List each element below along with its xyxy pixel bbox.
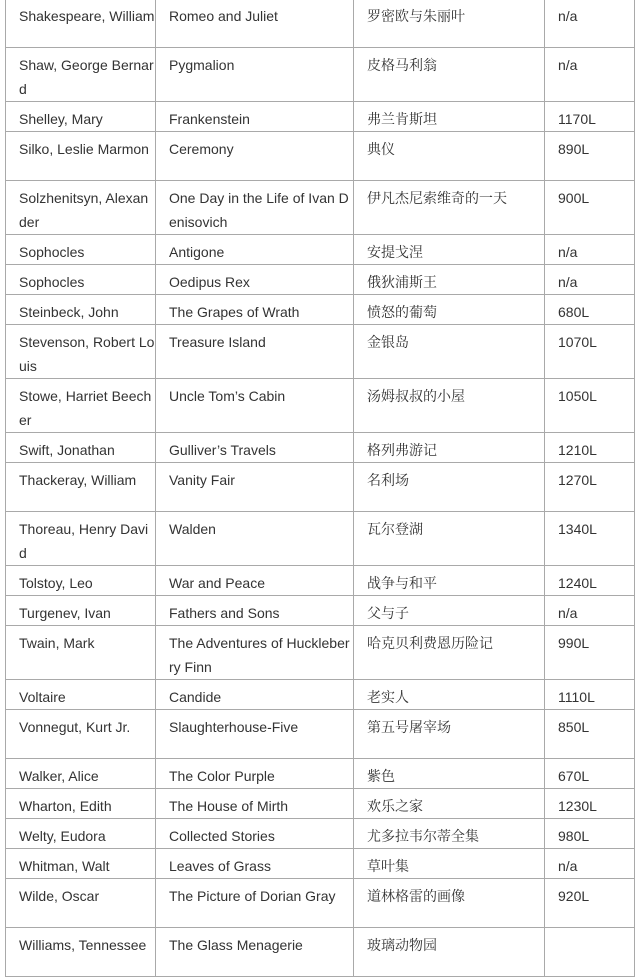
lexile-cell: 1230L <box>545 789 635 819</box>
chinese-title-cell: 战争与和平 <box>354 566 545 596</box>
chinese-title-cell: 草叶集 <box>354 849 545 879</box>
chinese-title-cell: 金银岛 <box>354 325 545 379</box>
lexile-cell: 1170L <box>545 102 635 132</box>
title-cell: Frankenstein <box>156 102 354 132</box>
title-cell: Oedipus Rex <box>156 265 354 295</box>
author-cell: Wharton, Edith <box>6 789 156 819</box>
chinese-title-cell: 典仪 <box>354 132 545 181</box>
author-cell: Shelley, Mary <box>6 102 156 132</box>
chinese-title-cell: 罗密欧与朱丽叶 <box>354 0 545 48</box>
author-cell: Sophocles <box>6 265 156 295</box>
table-row <box>6 48 635 102</box>
title-cell: The Adventures of Huckleberry Finn <box>156 626 354 680</box>
author-cell: Silko, Leslie Marmon <box>6 132 156 181</box>
chinese-title-cell: 尤多拉韦尔蒂全集 <box>354 819 545 849</box>
author-cell: Thoreau, Henry David <box>6 512 156 566</box>
table-row <box>6 265 635 295</box>
table-row <box>6 680 635 710</box>
author-cell: Walker, Alice <box>6 759 156 789</box>
table-row <box>6 181 635 235</box>
lexile-cell: 980L <box>545 819 635 849</box>
title-cell: Treasure Island <box>156 325 354 379</box>
chinese-title-cell: 安提戈涅 <box>354 235 545 265</box>
table-row <box>6 235 635 265</box>
chinese-title-cell: 汤姆叔叔的小屋 <box>354 379 545 433</box>
table-row <box>6 819 635 849</box>
lexile-cell: 1270L <box>545 463 635 512</box>
lexile-cell: 670L <box>545 759 635 789</box>
author-cell: Solzhenitsyn, Alexander <box>6 181 156 235</box>
chinese-title-cell: 名利场 <box>354 463 545 512</box>
title-cell: War and Peace <box>156 566 354 596</box>
lexile-cell: n/a <box>545 596 635 626</box>
title-cell: Vanity Fair <box>156 463 354 512</box>
table-row <box>6 102 635 132</box>
table-row <box>6 596 635 626</box>
lexile-cell: n/a <box>545 235 635 265</box>
chinese-title-cell: 皮格马利翁 <box>354 48 545 102</box>
title-cell: The House of Mirth <box>156 789 354 819</box>
table-row <box>6 463 635 512</box>
table-row <box>6 928 635 977</box>
table-row <box>6 626 635 680</box>
author-cell: Sophocles <box>6 235 156 265</box>
lexile-cell: 850L <box>545 710 635 759</box>
chinese-title-cell: 第五号屠宰场 <box>354 710 545 759</box>
title-cell: Walden <box>156 512 354 566</box>
chinese-title-cell: 道林格雷的画像 <box>354 879 545 928</box>
title-cell: Antigone <box>156 235 354 265</box>
author-cell: Swift, Jonathan <box>6 433 156 463</box>
title-cell: The Color Purple <box>156 759 354 789</box>
lexile-cell: n/a <box>545 265 635 295</box>
table-row <box>6 433 635 463</box>
chinese-title-cell: 瓦尔登湖 <box>354 512 545 566</box>
table-row <box>6 132 635 181</box>
table-row <box>6 325 635 379</box>
chinese-title-cell: 俄狄浦斯王 <box>354 265 545 295</box>
author-cell: Vonnegut, Kurt Jr. <box>6 710 156 759</box>
title-cell: Ceremony <box>156 132 354 181</box>
title-cell: Pygmalion <box>156 48 354 102</box>
title-cell: Romeo and Juliet <box>156 0 354 48</box>
lexile-cell <box>545 928 635 977</box>
author-cell: Stowe, Harriet Beecher <box>6 379 156 433</box>
table-row <box>6 566 635 596</box>
table-row <box>6 512 635 566</box>
lexile-cell: 1050L <box>545 379 635 433</box>
author-cell: Turgenev, Ivan <box>6 596 156 626</box>
author-cell: Twain, Mark <box>6 626 156 680</box>
lexile-cell: 1340L <box>545 512 635 566</box>
table-row <box>6 0 635 48</box>
title-cell: One Day in the Life of Ivan Denisovich <box>156 181 354 235</box>
table-row <box>6 759 635 789</box>
chinese-title-cell: 愤怒的葡萄 <box>354 295 545 325</box>
author-cell: Steinbeck, John <box>6 295 156 325</box>
title-cell: Gulliver’s Travels <box>156 433 354 463</box>
table-row <box>6 879 635 928</box>
lexile-cell: 680L <box>545 295 635 325</box>
book-table <box>5 0 635 977</box>
author-cell: Welty, Eudora <box>6 819 156 849</box>
chinese-title-cell: 格列弗游记 <box>354 433 545 463</box>
author-cell: Thackeray, William <box>6 463 156 512</box>
author-cell: Shakespeare, William <box>6 0 156 48</box>
title-cell: The Glass Menagerie <box>156 928 354 977</box>
author-cell: Stevenson, Robert Louis <box>6 325 156 379</box>
lexile-cell: 1070L <box>545 325 635 379</box>
title-cell: The Picture of Dorian Gray <box>156 879 354 928</box>
chinese-title-cell: 老实人 <box>354 680 545 710</box>
chinese-title-cell: 父与子 <box>354 596 545 626</box>
lexile-cell: 1210L <box>545 433 635 463</box>
table-row <box>6 710 635 759</box>
title-cell: Slaughterhouse-Five <box>156 710 354 759</box>
author-cell: Whitman, Walt <box>6 849 156 879</box>
table-row <box>6 849 635 879</box>
title-cell: Uncle Tom’s Cabin <box>156 379 354 433</box>
author-cell: Tolstoy, Leo <box>6 566 156 596</box>
chinese-title-cell: 伊凡杰尼索维奇的一天 <box>354 181 545 235</box>
author-cell: Williams, Tennessee <box>6 928 156 977</box>
lexile-cell: 1240L <box>545 566 635 596</box>
lexile-cell: n/a <box>545 48 635 102</box>
lexile-cell: 990L <box>545 626 635 680</box>
lexile-cell: 890L <box>545 132 635 181</box>
author-cell: Shaw, George Bernard <box>6 48 156 102</box>
chinese-title-cell: 玻璃动物园 <box>354 928 545 977</box>
chinese-title-cell: 紫色 <box>354 759 545 789</box>
lexile-cell: 1110L <box>545 680 635 710</box>
book-list <box>5 0 635 977</box>
lexile-cell: 920L <box>545 879 635 928</box>
title-cell: Candide <box>156 680 354 710</box>
title-cell: Collected Stories <box>156 819 354 849</box>
chinese-title-cell: 弗兰肯斯坦 <box>354 102 545 132</box>
title-cell: The Grapes of Wrath <box>156 295 354 325</box>
table-row <box>6 295 635 325</box>
lexile-cell: n/a <box>545 0 635 48</box>
table-row <box>6 379 635 433</box>
chinese-title-cell: 欢乐之家 <box>354 789 545 819</box>
lexile-cell: 900L <box>545 181 635 235</box>
author-cell: Voltaire <box>6 680 156 710</box>
title-cell: Leaves of Grass <box>156 849 354 879</box>
title-cell: Fathers and Sons <box>156 596 354 626</box>
lexile-cell: n/a <box>545 849 635 879</box>
table-row <box>6 789 635 819</box>
chinese-title-cell: 哈克贝利费恩历险记 <box>354 626 545 680</box>
author-cell: Wilde, Oscar <box>6 879 156 928</box>
